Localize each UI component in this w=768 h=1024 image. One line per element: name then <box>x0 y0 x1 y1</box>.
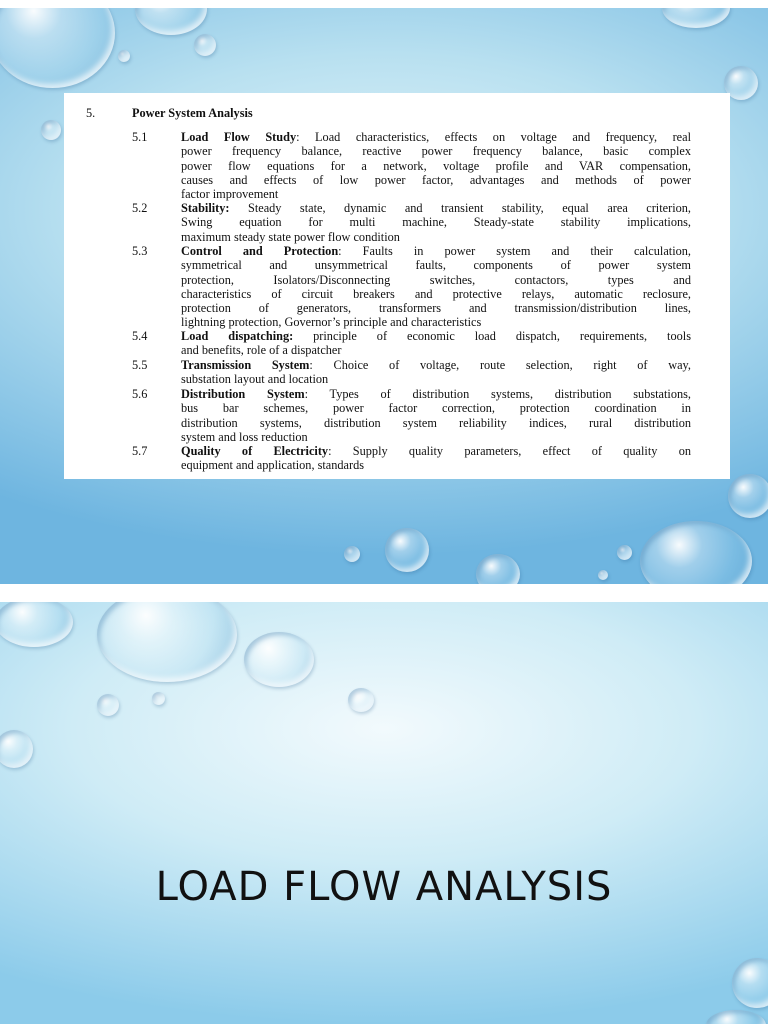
item-text: protection, Isolators/Disconnecting switches, contactors, types and <box>181 272 691 287</box>
item-heading: Distribution System <box>181 387 305 401</box>
water-drop-icon <box>0 602 73 647</box>
water-drop-icon <box>344 546 360 562</box>
item-text: : Supply quality parameters, effect of quality on <box>328 444 691 458</box>
item-number: 5.6 <box>132 387 148 401</box>
item-heading: Control and Protection <box>181 244 339 258</box>
item-text: equipment and application, standards <box>181 458 365 473</box>
water-drop-icon <box>598 570 608 580</box>
item-text: Swing equation for multi machine, Steady-state stability implications, <box>181 215 691 230</box>
item-text: lightning protection, Governor’s principle and characteristics <box>181 315 482 330</box>
item-text: symmetrical and unsymmetrical faults, components of power system <box>181 258 691 273</box>
item-heading: Quality of Electricity <box>181 444 329 458</box>
item-text: factor improvement <box>181 187 279 202</box>
water-drop-icon <box>41 120 61 140</box>
water-drop-icon <box>118 50 130 62</box>
water-drop-icon <box>194 34 216 56</box>
item-text: Steady state, dynamic and transient stability, equal area criterion, <box>229 201 691 215</box>
slide-title <box>0 602 768 1024</box>
item-text: : Load characteristics, effects on voltage and frequency, real <box>296 130 691 144</box>
item-text: power flow equations for a network, voltage profile and VAR compensation, <box>181 158 691 173</box>
item-number: 5.7 <box>132 444 148 458</box>
water-drop-icon <box>0 8 115 88</box>
syllabus-document <box>64 93 730 479</box>
item-text: : Faults in power system and their calculation, <box>338 244 691 258</box>
item-text: characteristics of circuit breakers and protective relays, automatic reclosure, <box>181 286 691 301</box>
water-drop-icon <box>662 8 730 28</box>
water-drop-icon <box>97 694 119 716</box>
water-drop-icon <box>706 1010 766 1024</box>
item-text: : Choice of voltage, route selection, right of way, <box>309 358 691 372</box>
slide-syllabus <box>0 8 768 584</box>
item-text: power frequency balance, reactive power frequency balance, basic complex <box>181 144 691 159</box>
item-number: 5.1 <box>132 130 148 144</box>
water-drop-icon <box>476 554 520 584</box>
section-number: 5. <box>86 106 96 120</box>
item-heading: Load dispatching: <box>181 329 294 343</box>
item-text: bus bar schemes, power factor correction, protection coordination in <box>181 401 691 416</box>
item-number: 5.4 <box>132 329 148 343</box>
item-text: protection of generators, transformers and transmission/distribution lines, <box>181 301 691 316</box>
water-drop-icon <box>732 958 768 1008</box>
item-number: 5.5 <box>132 358 148 372</box>
item-text: system and loss reduction <box>181 429 308 444</box>
water-drop-icon <box>348 688 374 712</box>
item-heading: Transmission System <box>181 358 310 372</box>
water-drop-icon <box>617 545 632 560</box>
slide-title-text: LOAD FLOW ANALYSIS <box>155 864 613 910</box>
item-number: 5.3 <box>132 244 148 258</box>
item-text: maximum steady state power flow condition <box>181 229 400 244</box>
section-title: Power System Analysis <box>132 106 253 120</box>
item-text: and benefits, role of a dispatcher <box>181 343 342 358</box>
item-text: : Types of distribution systems, distribution substations, <box>304 387 691 401</box>
item-heading: Load Flow Study <box>181 130 297 144</box>
water-drop-icon <box>135 8 207 35</box>
item-text: causes and effects of low power factor, advantages and methods of power <box>181 172 691 187</box>
water-drop-icon <box>640 521 752 584</box>
water-drop-icon <box>0 730 33 768</box>
water-drop-icon <box>728 474 768 518</box>
water-drop-icon <box>244 632 314 687</box>
item-text: principle of economic load dispatch, requirements, tools <box>293 329 691 343</box>
water-drop-icon <box>385 528 429 572</box>
item-heading: Stability: <box>181 201 230 215</box>
item-text: substation layout and location <box>181 372 329 387</box>
item-number: 5.2 <box>132 201 148 215</box>
item-text: distribution systems, distribution system reliability indices, rural distribution <box>181 415 691 430</box>
water-drop-icon <box>97 602 237 682</box>
water-drop-icon <box>152 692 165 705</box>
